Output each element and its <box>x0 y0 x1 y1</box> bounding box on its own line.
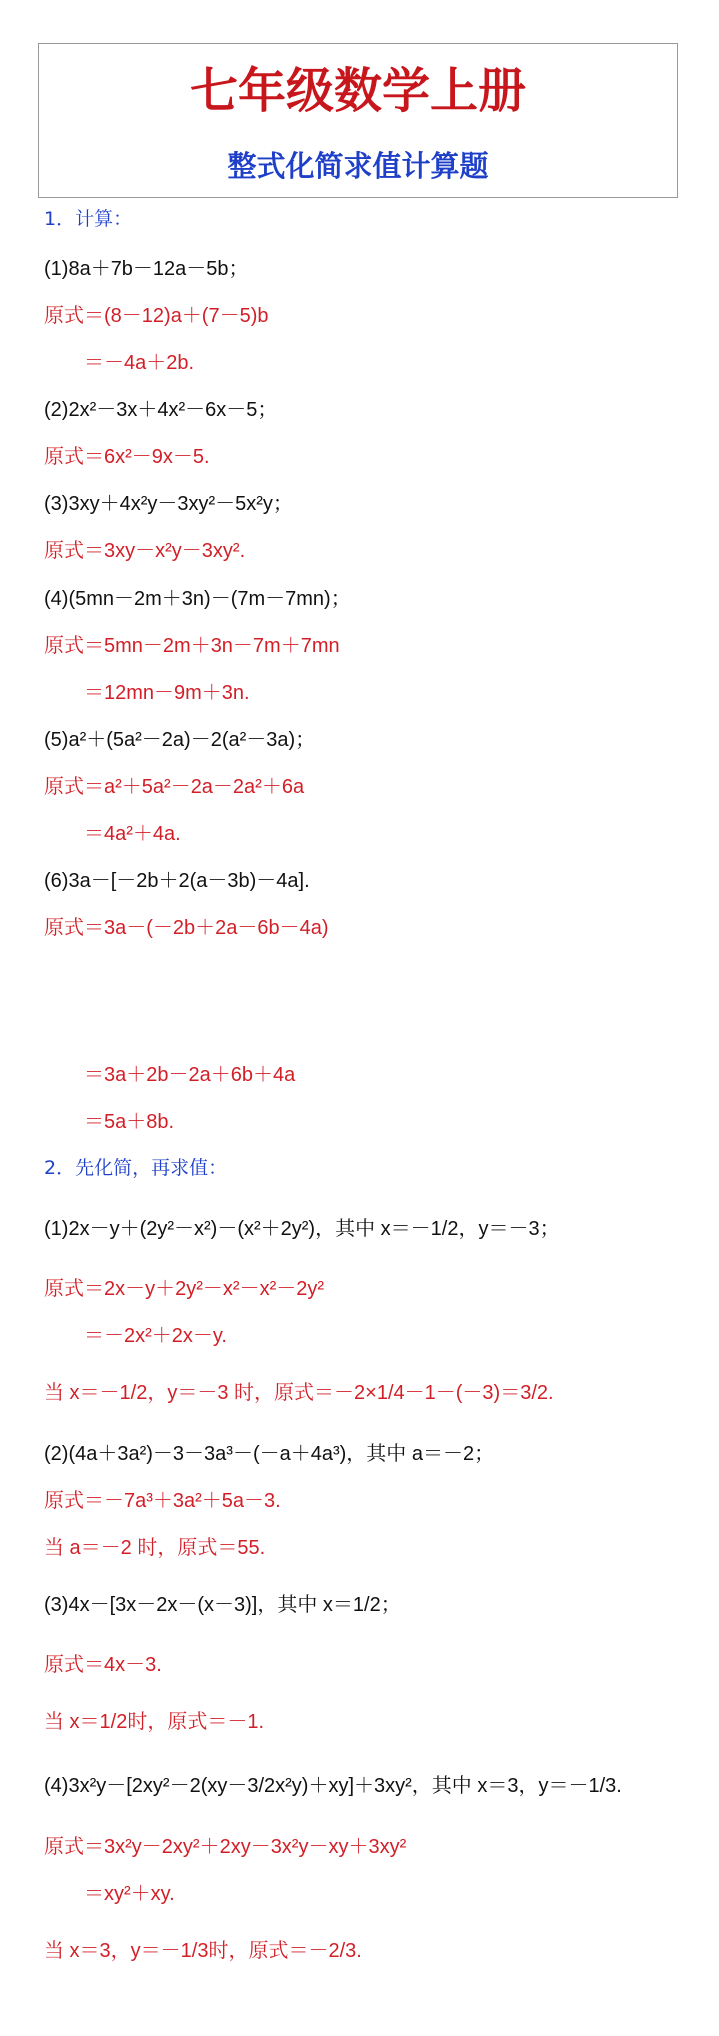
answer-line: 原式＝2x－y＋2y²－x²－x²－2y² <box>44 1278 325 1300</box>
answer-line: 当 x＝1/2时，原式＝－1. <box>44 1711 265 1733</box>
question-line: (3)4x－[3x－2x－(x－3)]，其中 x＝1/2； <box>44 1594 401 1616</box>
question-line: (2)(4a＋3a²)－3－3a³－(－a＋4a³)，其中 a＝－2； <box>44 1443 495 1465</box>
question-line: (6)3a－[－2b＋2(a－3b)－4a]. <box>44 870 310 892</box>
answer-line: ＝12mn－9m＋3n. <box>84 682 250 704</box>
title-box <box>38 43 678 198</box>
page-title: 七年级数学上册 <box>189 63 526 119</box>
answer-line: ＝－4a＋2b. <box>84 352 195 374</box>
answer-line: 原式＝(8－12)a＋(7－5)b <box>44 305 269 327</box>
answer-line: ＝4a²＋4a. <box>84 823 181 845</box>
answer-line: ＝3a＋2b－2a＋6b＋4a <box>84 1064 296 1086</box>
answer-line: ＝5a＋8b. <box>84 1111 175 1133</box>
answer-line: 当 a＝－2 时，原式＝55. <box>44 1537 266 1559</box>
question-line: (3)3xy＋4x²y－3xy²－5x²y； <box>44 493 293 515</box>
answer-line: ＝－2x²＋2x－y. <box>84 1325 227 1347</box>
answer-line: 原式＝3a－(－2b＋2a－6b－4a) <box>44 917 329 939</box>
answer-line: 原式＝3xy－x²y－3xy². <box>44 540 246 562</box>
page-subtitle: 整式化简求值计算题 <box>227 149 489 183</box>
answer-line: 当 x＝－1/2，y＝－3 时，原式＝－2×1/4－1－(－3)＝3/2. <box>44 1382 554 1404</box>
question-line: (4)(5mn－2m＋3n)－(7m－7mn)； <box>44 588 351 610</box>
question-line: (1)8a＋7b－12a－5b； <box>44 258 249 280</box>
answer-line: 原式＝a²＋5a²－2a－2a²＋6a <box>44 776 305 798</box>
answer-line: ＝xy²＋xy. <box>84 1883 175 1905</box>
question-line: (5)a²＋(5a²－2a)－2(a²－3a)； <box>44 729 316 751</box>
section-heading: 2．先化简，再求值： <box>44 1157 228 1179</box>
answer-line: 当 x＝3，y＝－1/3时，原式＝－2/3. <box>44 1940 362 1962</box>
answer-line: 原式＝3x²y－2xy²＋2xy－3x²y－xy＋3xy² <box>44 1836 407 1858</box>
section-heading: 1．计算： <box>44 208 133 230</box>
answer-line: 原式＝6x²－9x－5. <box>44 446 210 468</box>
answer-line: 原式＝5mn－2m＋3n－7m＋7mn <box>44 635 340 657</box>
answer-line: 原式＝－7a³＋3a²＋5a－3. <box>44 1490 281 1512</box>
question-line: (4)3x²y－[2xy²－2(xy－3/2x²y)＋xy]＋3xy²，其中 x＝3，y＝－1/3. <box>44 1775 622 1797</box>
question-line: (2)2x²－3x＋4x²－6x－5； <box>44 399 278 421</box>
question-line: (1)2x－y＋(2y²－x²)－(x²＋2y²)，其中 x＝－1/2，y＝－3； <box>44 1218 560 1240</box>
answer-line: 原式＝4x－3. <box>44 1654 162 1676</box>
